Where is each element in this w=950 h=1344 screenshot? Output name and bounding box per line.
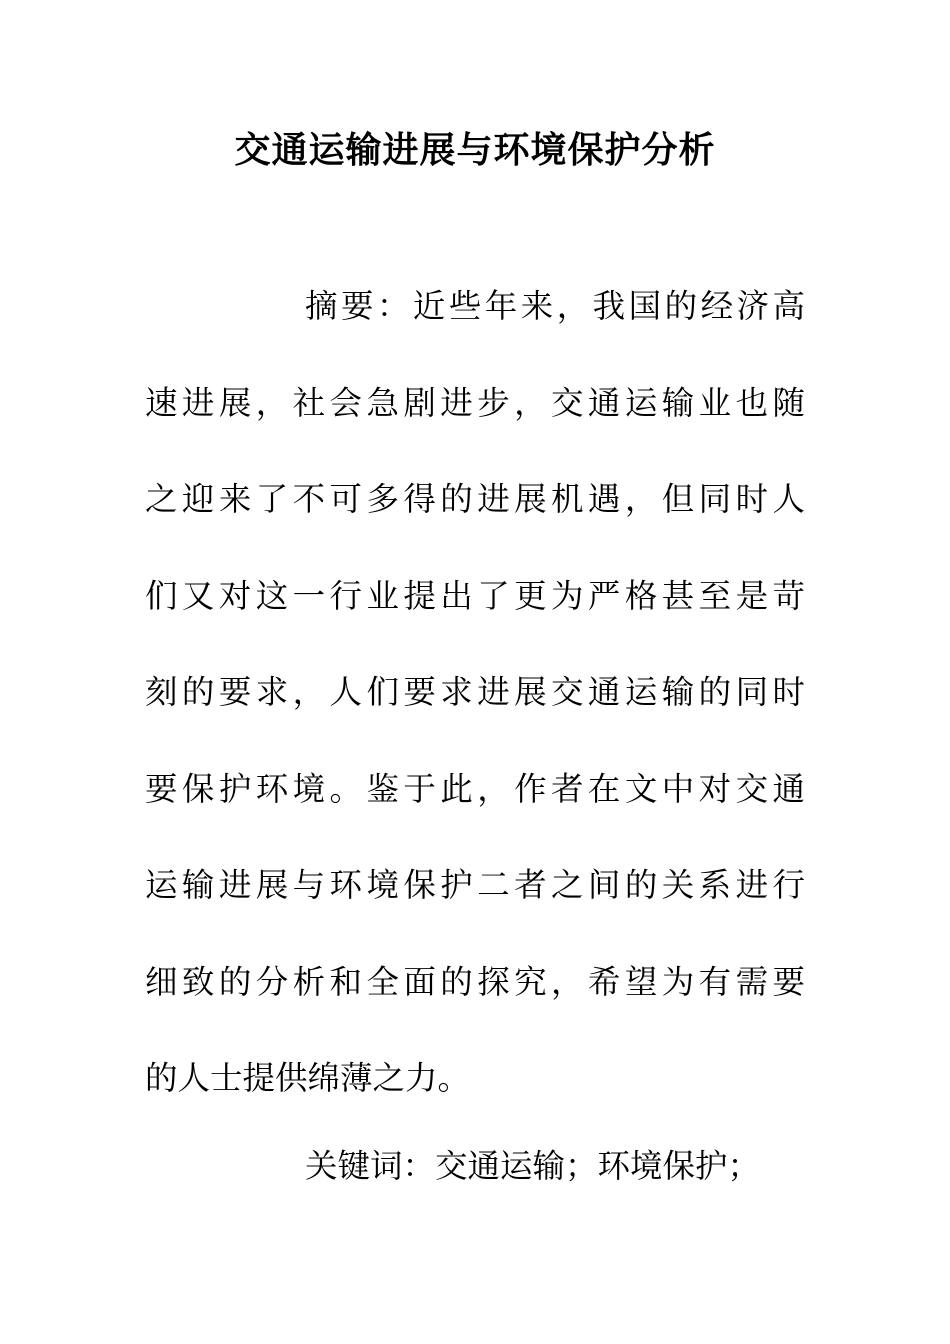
document-title: 交通运输进展与环境保护分析 bbox=[234, 129, 716, 171]
abstract-line: 的人士提供绵薄之力。 bbox=[145, 1059, 471, 1097]
abstract-paragraph bbox=[145, 258, 805, 1127]
abstract-line: 刻的要求，人们要求进展交通运输的同时 bbox=[145, 673, 805, 711]
keywords-line: 关键词：交通运输；环境保护； bbox=[305, 1147, 761, 1185]
abstract-line: 们又对这一行业提出了更为严格甚至是苛 bbox=[145, 576, 805, 615]
abstract-line: 速进展，社会急剧进步，交通运输业也随 bbox=[145, 383, 805, 422]
abstract-line: 摘要：近些年来，我国的经济高 bbox=[305, 287, 805, 325]
abstract-line: 之迎来了不可多得的进展机遇，但同时人 bbox=[145, 480, 805, 518]
abstract-line: 运输进展与环境保护二者之间的关系进行 bbox=[145, 866, 805, 904]
abstract-line: 细致的分析和全面的探究，希望为有需要 bbox=[145, 962, 805, 1001]
abstract-line: 要保护环境。鉴于此，作者在文中对交通 bbox=[145, 769, 805, 808]
